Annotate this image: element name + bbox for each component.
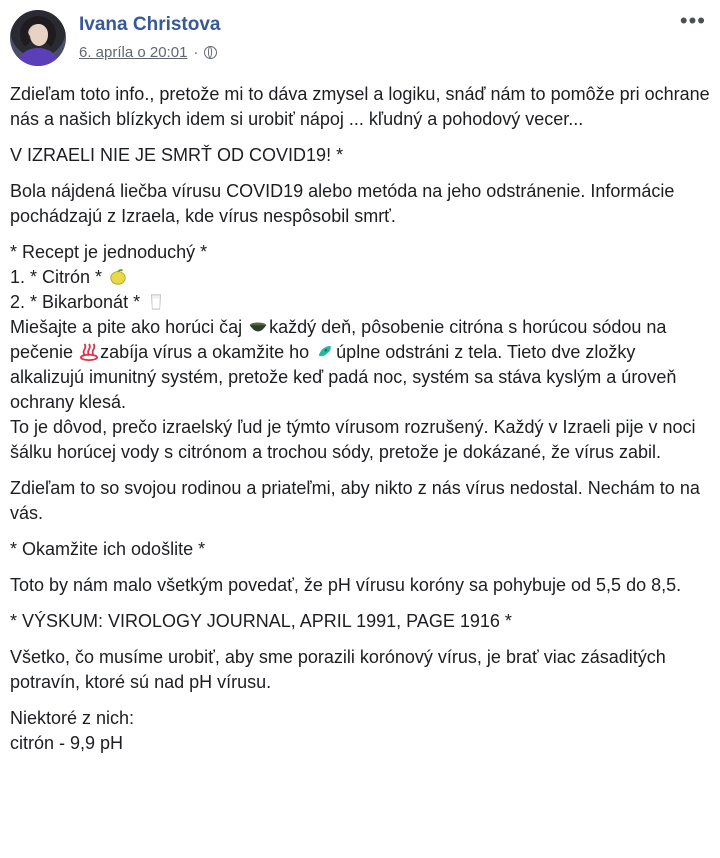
post-meta <box>79 44 217 61</box>
paragraph: * VÝSKUM: VIROLOGY JOURNAL, APRIL 1991, PAGE 1916 * <box>10 611 512 631</box>
author-name[interactable]: Ivana Christova <box>79 14 221 35</box>
mix-text: úplne odstráni z tela. Tieto dve zložky alkalizujú imunitný systém, pretože keď padá noc, systém sa stáva kyslým a úroveň ochrany klesá. <box>10 342 677 412</box>
more-options-icon[interactable]: ••• <box>679 8 706 33</box>
list-item: citrón - 9,9 pH <box>10 733 124 753</box>
meta-separator: · <box>193 44 199 61</box>
bowl-icon <box>249 318 267 336</box>
post-date[interactable]: 6. apríla o 20:01 <box>79 44 188 61</box>
microbe-icon <box>316 343 334 361</box>
post-text <box>10 82 710 767</box>
paragraph: Zdieľam toto info., pretože mi to dáva zmysel a logiku, snáď nám to pomôže pri ochrane nás a našich blízkych idem si urobiť nápoj ... kľudný a pohodový vecer... <box>10 84 710 129</box>
paragraph: Bola nájdená liečba vírusu COVID19 alebo metóda na jeho odstránenie. Informácie pochádzajú z Izraela, kde vírus nespôsobil smrť. <box>10 181 675 226</box>
milk-glass-icon <box>147 293 165 311</box>
mix-text: To je dôvod, prečo izraelský ľud je týmto vírusom rozrušený. Každý v Izraeli pije v noci šálku horúcej vody s citrónom a trochou sódy, pretože je dokázané, že vírus zabil. <box>10 417 696 462</box>
mix-text: každý deň, pôsobenie citróna s horúcou sódou na pečenie <box>10 317 667 362</box>
post-header <box>10 10 710 70</box>
paragraph: Zdieľam to so svojou rodinou a priateľmi, aby nikto z nás vírus nedostal. Nechám to na vás. <box>10 478 700 523</box>
hot-springs-icon <box>80 343 98 361</box>
avatar[interactable] <box>10 10 66 66</box>
lemon-icon <box>109 268 127 286</box>
recipe-title: * Recept je jednoduchý * <box>10 242 208 262</box>
paragraph: Toto by nám malo všetkým povedať, že pH vírusu koróny sa pohybuje od 5,5 do 8,5. <box>10 575 682 595</box>
recipe-block <box>10 240 710 465</box>
globe-icon[interactable] <box>204 46 217 59</box>
paragraph: * Okamžite ich odošlite * <box>10 539 206 559</box>
recipe-item: 2. * Bikarbonát * <box>10 292 146 312</box>
paragraph: Všetko, čo musíme urobiť, aby sme porazili korónový vírus, je brať viac zásaditých potravín, ktoré sú nad pH vírusu. <box>10 647 666 692</box>
mix-text: zabíja vírus a okamžite ho <box>100 342 315 362</box>
recipe-item: 1. * Citrón * <box>10 267 108 287</box>
paragraph: V IZRAELI NIE JE SMRŤ OD COVID19! * <box>10 145 344 165</box>
mix-text: Miešajte a pite ako horúci čaj <box>10 317 248 337</box>
list-intro: Niektoré z nich: <box>10 708 135 728</box>
paragraph <box>10 706 710 756</box>
